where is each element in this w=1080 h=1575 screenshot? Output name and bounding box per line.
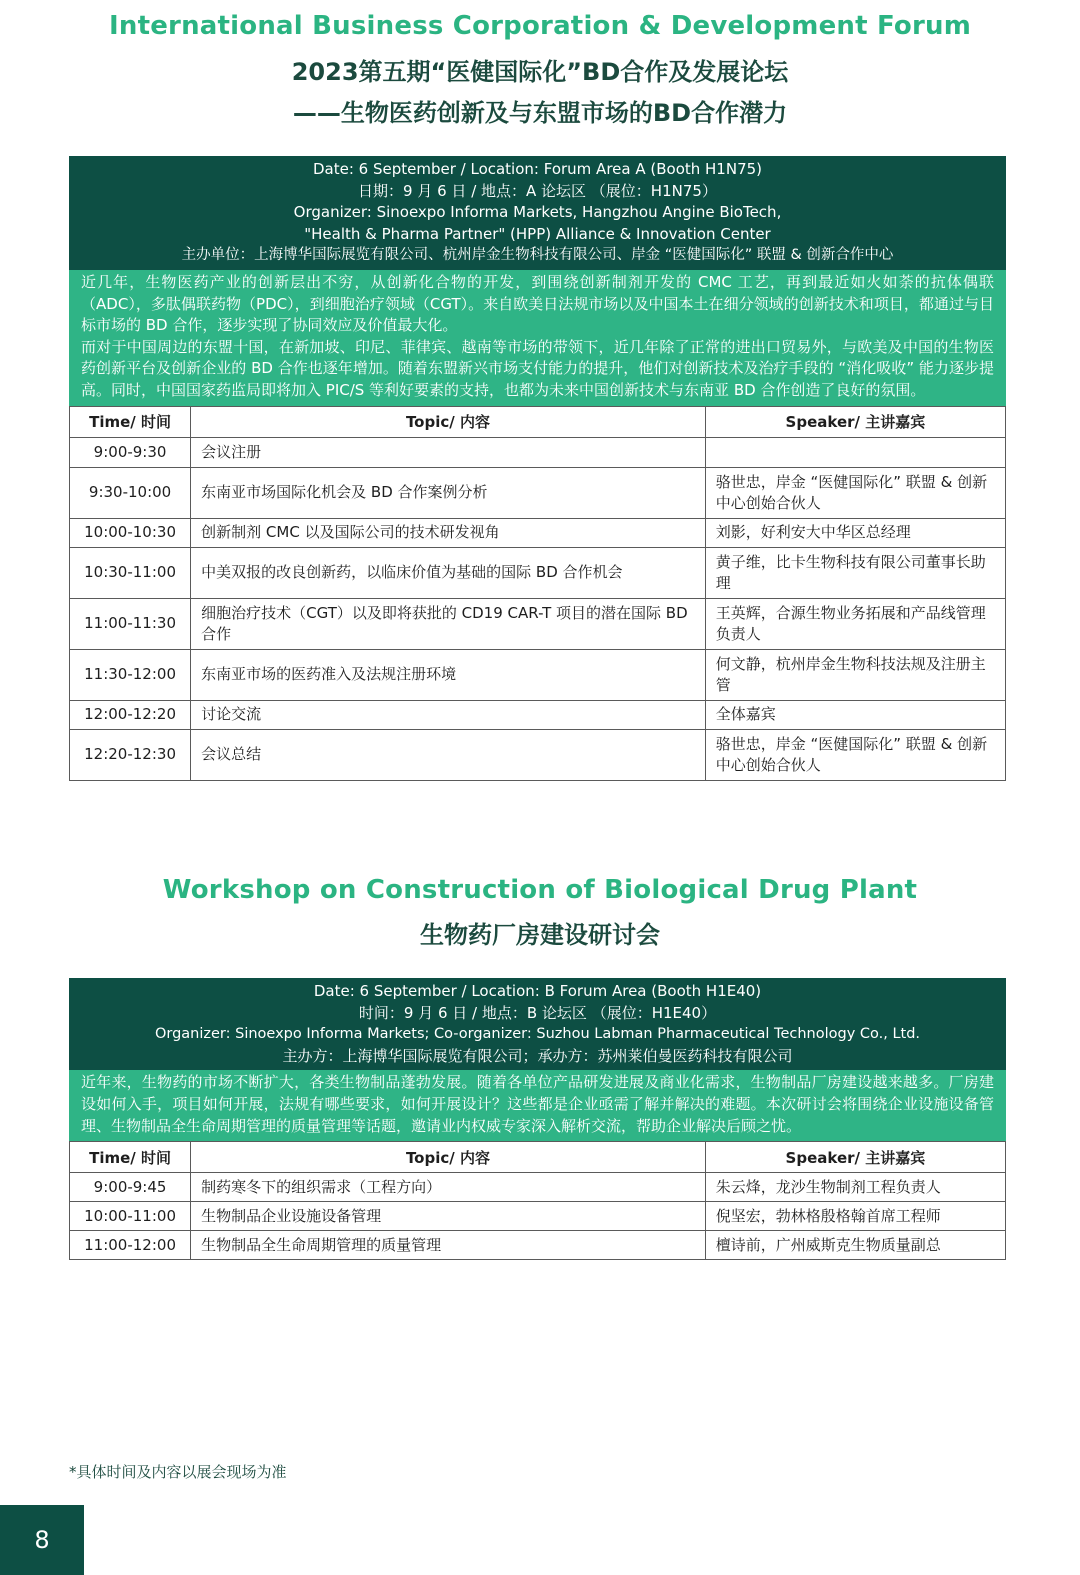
table-header-row — [70, 406, 1006, 437]
forum1-info-box — [69, 156, 1006, 270]
row-speaker: 刘影，好利安大中华区总经理 — [705, 518, 1005, 547]
footnote: *具体时间及内容以展会现场为准 — [69, 1463, 287, 1481]
table-row — [70, 729, 1006, 780]
table-row — [70, 700, 1006, 729]
forum2-intro-box — [69, 1070, 1006, 1141]
table-row — [70, 1231, 1006, 1260]
forum1-info-line: 主办单位：上海博华国际展览有限公司、杭州岸金生物科技有限公司、岸金 “医健国际化” 联盟 & 创新合作中心 — [181, 247, 894, 264]
forum2-info-box — [69, 978, 1006, 1070]
row-topic: 生物制品企业设施设备管理 — [191, 1202, 706, 1231]
forum1-intro-paragraph: 近几年，生物医药产业的创新层出不穷，从创新化合物的开发，到围绕创新制剂开发的 CMC 工艺，再到最近如火如荼的抗体偶联（ADC），多肽偶联药物（PDC），到细胞治疗领域（CGT）。来自欧美日法规市场以及中国本土在细分领域的创新技术和项目，都通过与目标市场的 BD 合作，逐步实现了协同效应及价值最大化。 — [81, 272, 994, 335]
row-time: 11:00-12:00 — [70, 1231, 191, 1260]
row-topic: 讨论交流 — [191, 700, 706, 729]
row-time: 11:00-11:30 — [70, 598, 191, 649]
row-time: 10:00-11:00 — [70, 1202, 191, 1231]
forum1-intro-box — [69, 270, 1006, 406]
row-speaker: 王英辉，合源生物业务拓展和产品线管理负责人 — [705, 598, 1005, 649]
row-speaker — [705, 437, 1005, 467]
table-row — [70, 547, 1006, 598]
row-topic: 创新制剂 CMC 以及国际公司的技术研发视角 — [191, 518, 706, 547]
header-speaker: Speaker/ 主讲嘉宾 — [705, 406, 1005, 437]
header-speaker: Speaker/ 主讲嘉宾 — [705, 1142, 1005, 1173]
row-time: 10:00-10:30 — [70, 518, 191, 547]
row-topic: 细胞治疗技术（CGT）以及即将获批的 CD19 CAR-T 项目的潜在国际 BD 合作 — [191, 598, 706, 649]
forum2-info-line: Date: 6 September / Location: B Forum Area (Booth H1E40) — [313, 982, 762, 1000]
forum2-info-line: Organizer: Sinoexpo Informa Markets; Co-organizer: Suzhou Labman Pharmaceutical Technology Co., Ltd. — [154, 1026, 921, 1043]
forum2-section — [69, 978, 1006, 1260]
row-topic: 中美双报的改良创新药，以临床价值为基础的国际 BD 合作机会 — [191, 547, 706, 598]
row-speaker: 何文静，杭州岸金生物科技法规及注册主管 — [705, 649, 1005, 700]
forum1-info-line: "Health & Pharma Partner" (HPP) Alliance & Innovation Center — [304, 224, 771, 243]
row-speaker: 骆世忠，岸金 “医健国际化” 联盟 & 创新中心创始合伙人 — [705, 467, 1005, 518]
forum1-section — [69, 156, 1006, 781]
row-speaker: 倪坚宏，勃林格殷格翰首席工程师 — [705, 1202, 1005, 1231]
forum1-info-line: Organizer: Sinoexpo Informa Markets, Hangzhou Angine BioTech, — [293, 203, 782, 222]
forum1-info-line: 日期：9 月 6 日 / 地点：A 论坛区 （展位：H1N75） — [358, 181, 717, 200]
forum2-title-cn: 生物药厂房建设研讨会 — [420, 921, 660, 949]
table-row — [70, 649, 1006, 700]
row-time: 9:00-9:30 — [70, 437, 191, 467]
page-number-label: 8 — [34, 1526, 50, 1554]
forum2-info-line: 主办方：上海博华国际展览有限公司；承办方：苏州莱伯曼医药科技有限公司 — [282, 1046, 793, 1065]
table-row — [70, 467, 1006, 518]
header-topic: Topic/ 内容 — [191, 1142, 706, 1173]
row-time: 9:30-10:00 — [70, 467, 191, 518]
forum2-info-line: 时间：9 月 6 日 / 地点：B 论坛区 （展位：H1E40） — [358, 1003, 717, 1022]
row-speaker: 朱云烽，龙沙生物制剂工程负责人 — [705, 1173, 1005, 1202]
table-row — [70, 518, 1006, 547]
forum1-subtitle-cn: ——生物医药创新及与东盟市场的BD合作潜力 — [292, 99, 788, 127]
table-row — [70, 598, 1006, 649]
table-row — [70, 1173, 1006, 1202]
row-topic: 制药寒冬下的组织需求（工程方向） — [191, 1173, 706, 1202]
row-topic: 东南亚市场的医药准入及法规注册环境 — [191, 649, 706, 700]
forum1-title-en: International Business Corporation & Development Forum — [109, 11, 971, 41]
row-speaker: 檀诗前，广州威斯克生物质量副总 — [705, 1231, 1005, 1260]
table-header-row — [70, 1142, 1006, 1173]
row-speaker: 黄子维，比卡生物科技有限公司董事长助理 — [705, 547, 1005, 598]
row-time: 12:20-12:30 — [70, 729, 191, 780]
header-time: Time/ 时间 — [70, 1142, 191, 1173]
row-time: 9:00-9:45 — [70, 1173, 191, 1202]
forum1-info-line: Date: 6 September / Location: Forum Area A (Booth H1N75) — [312, 160, 763, 178]
row-topic: 生物制品全生命周期管理的质量管理 — [191, 1231, 706, 1260]
row-time: 11:30-12:00 — [70, 649, 191, 700]
forum2-title-en: Workshop on Construction of Biological Drug Plant — [162, 875, 918, 905]
forum2-schedule-table — [69, 1141, 1006, 1260]
row-topic: 东南亚市场国际化机会及 BD 合作案例分析 — [191, 467, 706, 518]
row-speaker: 骆世忠，岸金 “医健国际化” 联盟 & 创新中心创始合伙人 — [705, 729, 1005, 780]
row-time: 10:30-11:00 — [70, 547, 191, 598]
forum1-title-cn: 2023第五期“医健国际化”BD合作及发展论坛 — [291, 58, 789, 86]
row-topic: 会议总结 — [191, 729, 706, 780]
forum2-intro-paragraph: 近年来，生物药的市场不断扩大，各类生物制品蓬勃发展。随着各单位产品研发进展及商业化需求，生物制品厂房建设越来越多。厂房建设如何入手，项目如何开展，法规有哪些要求，如何开展设计？这些都是企业亟需了解并解决的难题。本次研讨会将围绕企业设施设备管理、生物制品全生命周期管理的质量管理等话题，邀请业内权威专家深入解析交流，帮助企业解决后顾之忧。 — [81, 1073, 994, 1135]
forum1-schedule-table — [69, 406, 1006, 781]
table-row — [70, 1202, 1006, 1231]
row-topic: 会议注册 — [191, 437, 706, 467]
table-row — [70, 437, 1006, 467]
row-time: 12:00-12:20 — [70, 700, 191, 729]
header-topic: Topic/ 内容 — [191, 406, 706, 437]
page-number — [0, 1505, 84, 1575]
forum1-intro-paragraph: 而对于中国周边的东盟十国，在新加坡、印尼、菲律宾、越南等市场的带领下，近几年除了正常的进出口贸易外，与欧美及中国的生物医药创新平台及创新企业的 BD 合作也逐年增加。随着东盟新兴市场支付能力的提升，他们对创新技术及治疗手段的 “消化吸收” 能力逐步提高。同时，中国国家药监局即将加入 PIC/S 等利好要素的支持，也都为未来中国创新技术与东南亚 BD 合作创造了良好的氛围。 — [81, 337, 994, 399]
header-time: Time/ 时间 — [70, 406, 191, 437]
row-speaker: 全体嘉宾 — [705, 700, 1005, 729]
